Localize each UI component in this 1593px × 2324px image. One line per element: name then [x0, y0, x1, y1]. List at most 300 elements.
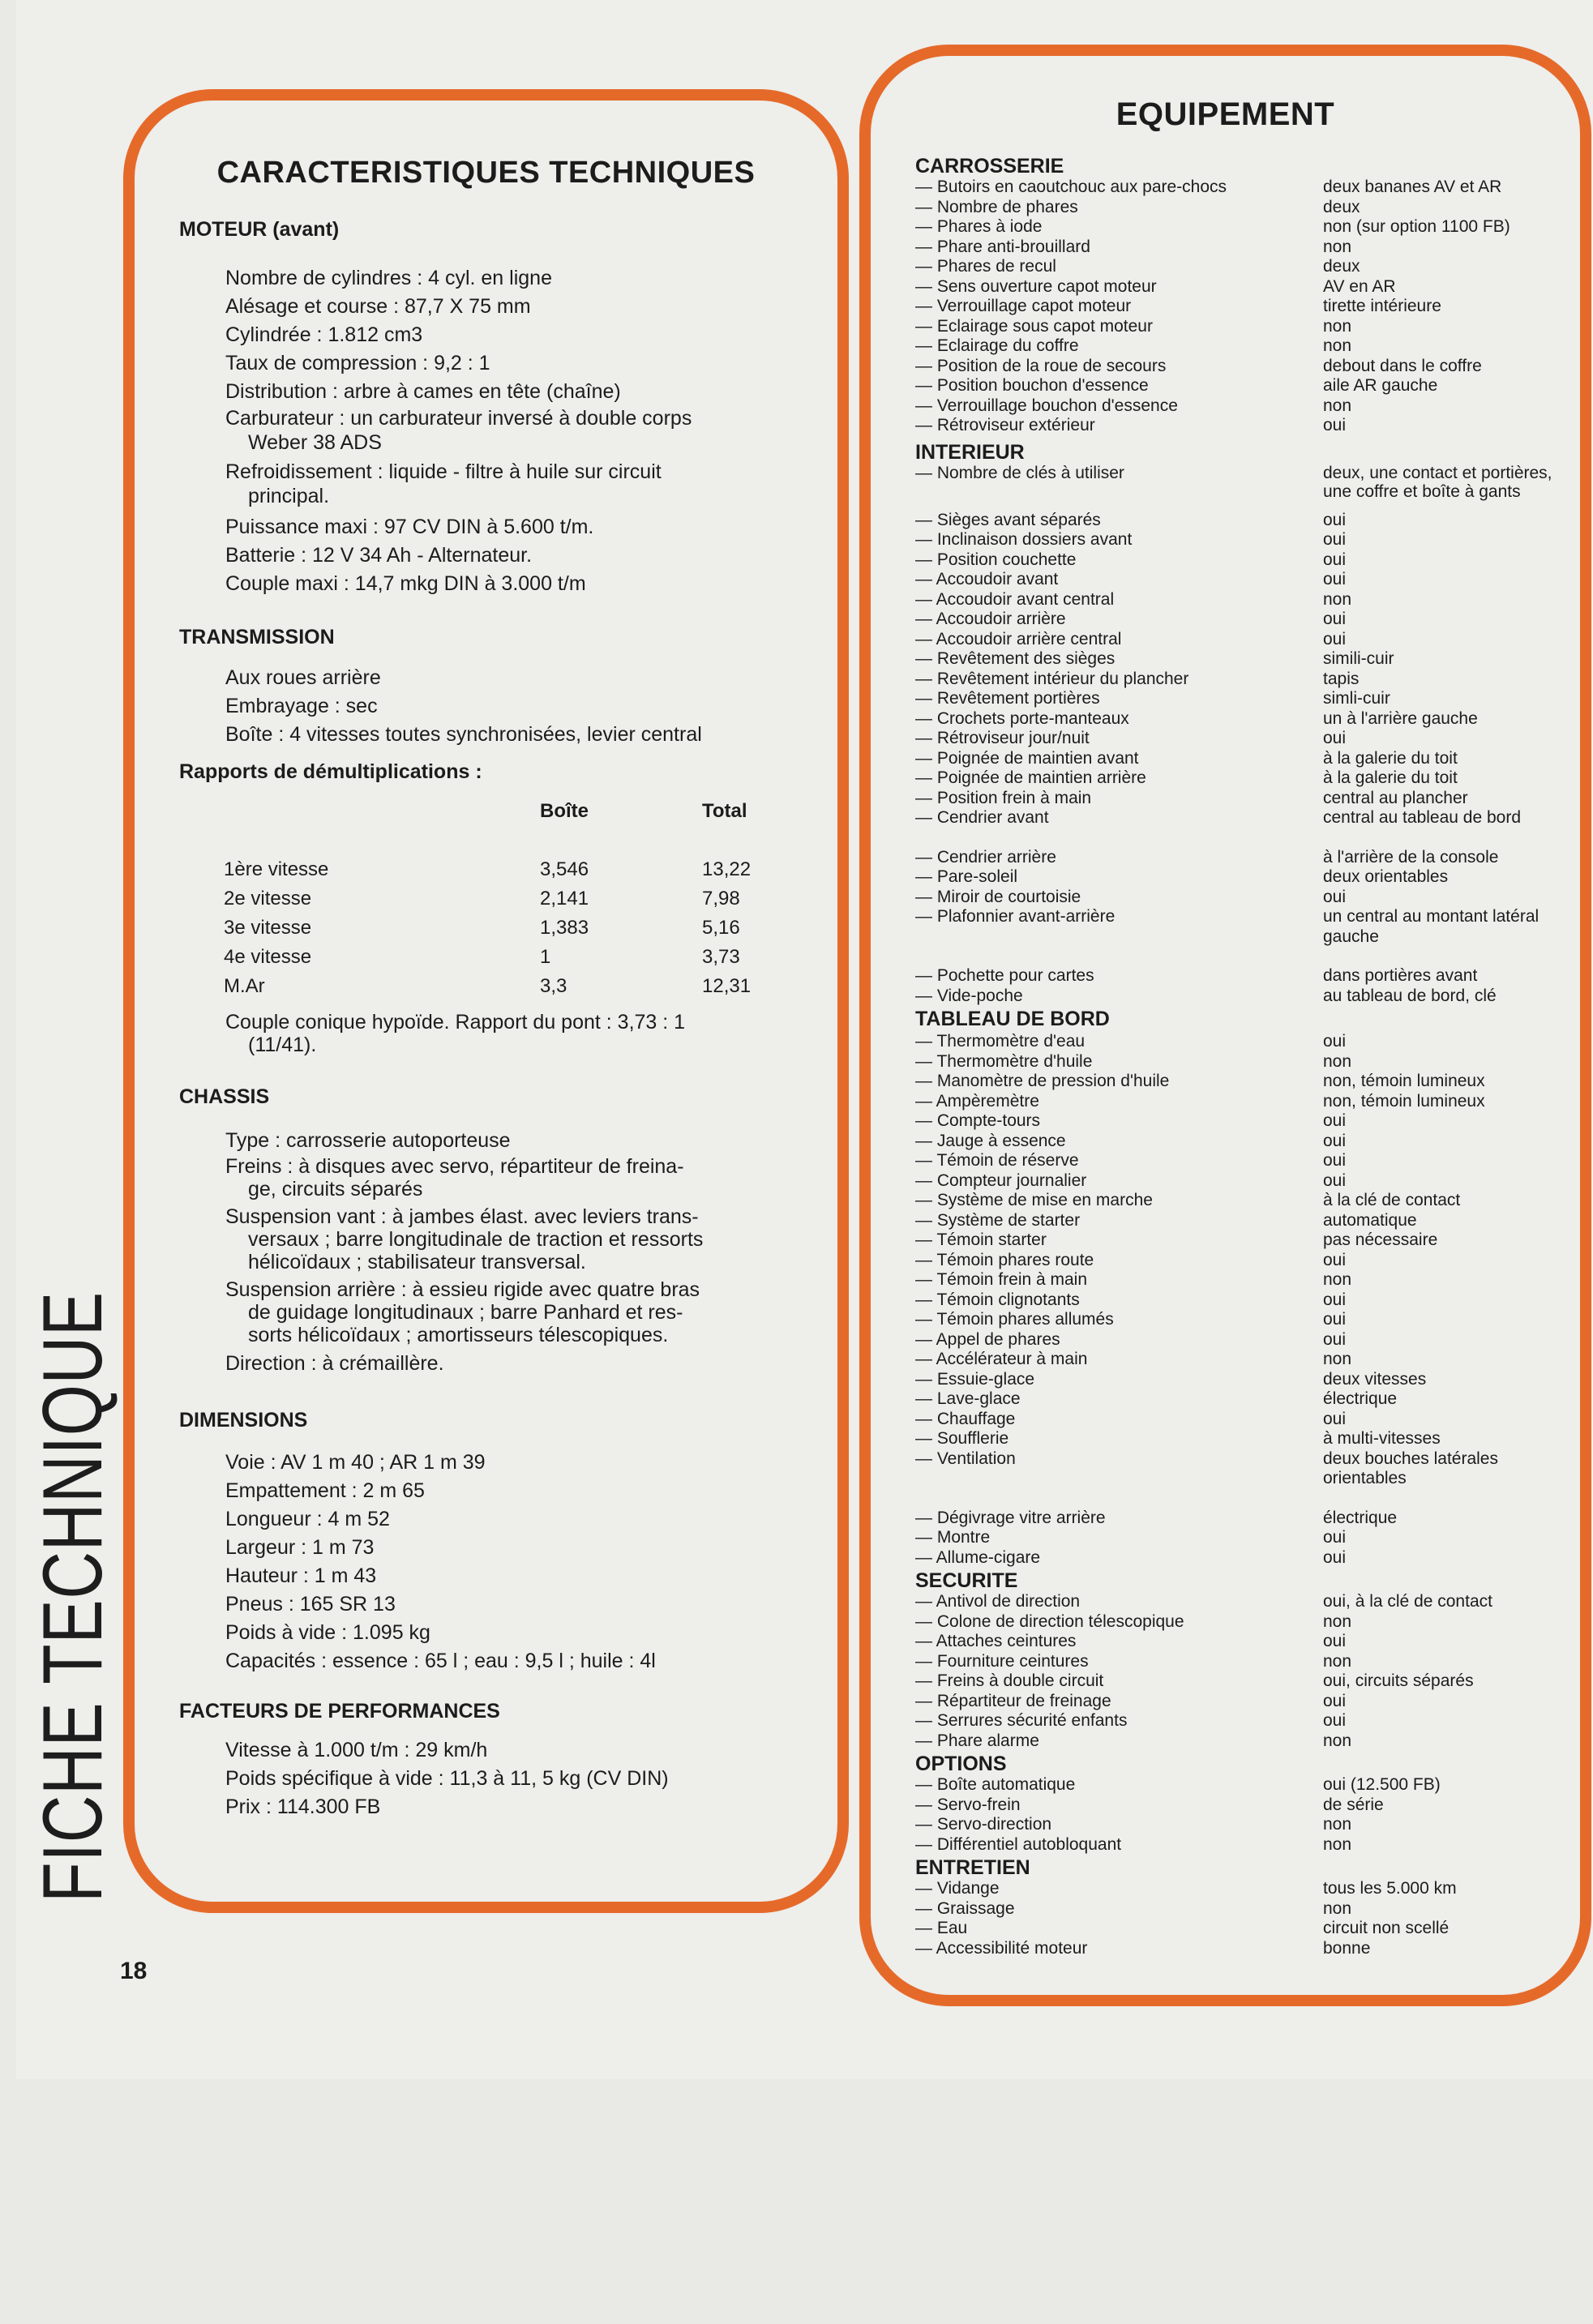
item-value: non (sur option 1100 FB) — [1323, 217, 1510, 236]
item-label: — Cendrier avant — [915, 808, 1049, 827]
spec-line: (11/41). — [248, 1034, 317, 1056]
side-title: FICHE TECHNIQUE — [26, 1291, 120, 1902]
item-value: deux — [1323, 197, 1360, 216]
item-value: non — [1323, 1270, 1352, 1289]
item-value: oui — [1323, 1547, 1347, 1567]
ratios-header-row — [224, 797, 791, 826]
list-item — [915, 808, 1556, 828]
item-label: — Essuie-glace — [915, 1369, 1035, 1389]
gear-label: 4e vitesse — [224, 946, 312, 968]
item-value: non — [1323, 1051, 1352, 1071]
list-item — [915, 1692, 1556, 1712]
list-item — [915, 1731, 1556, 1752]
item-value: debout dans le coffre — [1323, 356, 1482, 375]
item-value: deux, une contact et portières, une coffre et boîte à gants — [1323, 463, 1552, 501]
item-value: dans portières avant — [1323, 966, 1478, 985]
spec-line: Direction : à crémaillère. — [225, 1352, 444, 1375]
item-value: oui — [1323, 1250, 1347, 1269]
item-value: oui — [1323, 1310, 1347, 1329]
item-value: tous les 5.000 km — [1323, 1879, 1457, 1898]
securite-list — [915, 1592, 1556, 1751]
spec-line: Nombre de cylindres : 4 cyl. en ligne — [225, 267, 552, 289]
list-item — [915, 1052, 1556, 1072]
item-value: oui — [1323, 1409, 1347, 1428]
item-label: — Thermomètre d'huile — [915, 1051, 1093, 1071]
carrosserie-list — [915, 178, 1556, 436]
list-item — [915, 396, 1556, 417]
item-value: oui — [1323, 887, 1347, 906]
list-item — [915, 907, 1556, 947]
list-item — [915, 1429, 1556, 1449]
list-item — [915, 709, 1556, 730]
list-item — [915, 1310, 1556, 1330]
ratio-boite: 3,3 — [540, 975, 567, 997]
item-value: oui, à la clé de contact — [1323, 1592, 1492, 1611]
item-value: à la galerie du toit — [1323, 748, 1458, 768]
list-item — [915, 848, 1556, 868]
list-item — [915, 530, 1556, 550]
list-item — [915, 464, 1556, 501]
item-value: bonne — [1323, 1938, 1371, 1958]
spec-line: Empattement : 2 m 65 — [225, 1479, 425, 1502]
item-label: — Système de starter — [915, 1210, 1081, 1230]
list-item — [915, 1151, 1556, 1171]
item-value: oui — [1323, 416, 1347, 434]
col-total: Total — [702, 800, 747, 822]
list-item — [915, 630, 1556, 650]
spec-line: Distribution : arbre à cames en tête (chaîne) — [225, 380, 621, 403]
item-value: non, témoin lumineux — [1323, 1072, 1485, 1090]
list-item — [915, 317, 1556, 337]
spec-line: Pneus : 165 SR 13 — [225, 1593, 396, 1616]
spec-line: Refroidissement : liquide - filtre à huile sur circuit — [225, 460, 662, 483]
item-label: — Témoin phares allumés — [915, 1310, 1114, 1329]
item-value: simili-cuir — [1323, 649, 1394, 668]
item-label: — Compte-tours — [915, 1111, 1041, 1130]
item-value: non — [1323, 1611, 1352, 1631]
gear-label: 3e vitesse — [224, 917, 312, 939]
item-label: — Servo-frein — [915, 1795, 1021, 1814]
item-value: simli-cuir — [1323, 689, 1390, 708]
list-item — [915, 1350, 1556, 1370]
item-label: — Dégivrage vitre arrière — [915, 1508, 1106, 1527]
list-item — [915, 1795, 1556, 1816]
ratio-boite: 2,141 — [540, 888, 589, 909]
item-label: — Montre — [915, 1528, 991, 1547]
item-label: — Répartiteur de freinage — [915, 1691, 1111, 1710]
item-value: à la clé de contact — [1323, 1191, 1461, 1209]
list-item — [915, 1111, 1556, 1132]
spec-line: Puissance maxi : 97 CV DIN à 5.600 t/m. — [225, 516, 594, 538]
list-item — [915, 336, 1556, 357]
caracteristiques-panel — [123, 89, 849, 1913]
item-label: — Accoudoir arrière central — [915, 629, 1122, 648]
item-label: — Revêtement intérieur du plancher — [915, 669, 1189, 688]
panel-title: CARACTERISTIQUES TECHNIQUES — [216, 156, 756, 190]
spec-line: Capacités : essence : 65 l ; eau : 9,5 l ; huile : 4l — [225, 1650, 656, 1672]
item-label: — Graissage — [915, 1898, 1015, 1918]
item-label: — Phares à iode — [915, 217, 1043, 236]
item-value: oui — [1323, 629, 1347, 648]
spec-line: Embrayage : sec — [225, 695, 378, 717]
item-label: — Témoin de réserve — [915, 1151, 1079, 1170]
panel-title: EQUIPEMENT — [1116, 96, 1335, 132]
item-label: — Freins à double circuit — [915, 1671, 1104, 1690]
ratio-row — [224, 972, 791, 1001]
item-label: — Miroir de courtoisie — [915, 887, 1081, 906]
securite-heading: SECURITE — [915, 1569, 1018, 1592]
item-value: de série — [1323, 1795, 1384, 1814]
list-item — [915, 1032, 1556, 1052]
list-item — [915, 1290, 1556, 1311]
list-item — [915, 297, 1556, 317]
list-item — [915, 1072, 1556, 1092]
item-label: — Différentiel autobloquant — [915, 1834, 1122, 1854]
list-item — [915, 416, 1556, 436]
item-value: non — [1323, 237, 1352, 256]
item-label: — Revêtement des sièges — [915, 649, 1116, 668]
list-item — [915, 1092, 1556, 1112]
item-label: — Phare anti-brouillard — [915, 237, 1090, 256]
ratio-total: 13,22 — [702, 858, 752, 880]
item-label: — Eclairage du coffre — [915, 336, 1079, 355]
list-item — [915, 1548, 1556, 1569]
interieur-list-2 — [915, 848, 1556, 948]
ratio-total: 3,73 — [702, 946, 740, 968]
item-label: — Allume-cigare — [915, 1547, 1041, 1567]
list-item — [915, 178, 1556, 198]
chassis-heading: CHASSIS — [179, 1085, 270, 1108]
item-label: — Fourniture ceintures — [915, 1651, 1089, 1671]
item-label: — Plafonnier avant-arrière — [915, 907, 1116, 926]
list-item — [915, 1528, 1556, 1548]
item-label: — Eau — [915, 1919, 968, 1937]
item-label: — Lave-glace — [915, 1389, 1021, 1408]
item-value: pas nécessaire — [1323, 1230, 1438, 1249]
item-value: électrique — [1323, 1508, 1398, 1527]
item-value: deux — [1323, 257, 1360, 276]
item-label: — Sièges avant séparés — [915, 510, 1101, 529]
list-item — [915, 670, 1556, 690]
tableau-list — [915, 1032, 1556, 1489]
spec-line: Prix : 114.300 FB — [225, 1795, 381, 1818]
item-value: électrique — [1323, 1389, 1398, 1408]
list-item — [915, 1835, 1556, 1855]
item-label: — Antivol de direction — [915, 1592, 1081, 1611]
spec-line: Suspension vant : à jambes élast. avec leviers trans- — [225, 1205, 699, 1228]
list-item — [915, 867, 1556, 888]
item-label: — Accessibilité moteur — [915, 1938, 1088, 1958]
spec-line: Taux de compression : 9,2 : 1 — [225, 352, 490, 374]
list-item — [915, 789, 1556, 809]
item-label: — Appel de phares — [915, 1329, 1060, 1349]
item-value: oui — [1323, 510, 1347, 529]
item-value: oui (12.500 FB) — [1323, 1775, 1441, 1794]
item-value: un central au montant latéral gauche — [1323, 907, 1539, 946]
list-item — [915, 590, 1556, 610]
list-item — [915, 610, 1556, 630]
item-value: oui — [1323, 1691, 1347, 1710]
item-label: — Vidange — [915, 1879, 1000, 1898]
spec-line: Hauteur : 1 m 43 — [225, 1564, 377, 1587]
list-item — [915, 257, 1556, 277]
item-label: — Poignée de maintien avant — [915, 748, 1139, 768]
item-value: oui — [1323, 570, 1347, 588]
item-label: — Accoudoir avant central — [915, 589, 1115, 609]
spec-line: Batterie : 12 V 34 Ah - Alternateur. — [225, 544, 533, 567]
ratio-total: 5,16 — [702, 917, 740, 939]
spec-line: Aux roues arrière — [225, 666, 381, 689]
ratio-boite: 1,383 — [540, 917, 589, 939]
item-label: — Pare-soleil — [915, 867, 1018, 886]
list-item — [915, 570, 1556, 590]
item-label: — Colone de direction télescopique — [915, 1611, 1184, 1631]
item-label: — Eclairage sous capot moteur — [915, 316, 1153, 336]
ratio-row — [224, 943, 791, 972]
spec-line: Vitesse à 1.000 t/m : 29 km/h — [225, 1739, 488, 1761]
list-item — [915, 1652, 1556, 1672]
list-item — [915, 1612, 1556, 1633]
item-label: — Inclinaison dossiers avant — [915, 530, 1133, 549]
item-label: — Position couchette — [915, 550, 1077, 569]
item-value: non — [1323, 336, 1352, 355]
page-number: 18 — [120, 1958, 148, 1984]
item-label: — Position de la roue de secours — [915, 356, 1167, 375]
item-value: aile AR gauche — [1323, 376, 1438, 395]
list-item — [915, 238, 1556, 258]
list-item — [915, 1919, 1556, 1939]
item-value: non — [1323, 1651, 1352, 1671]
list-item — [915, 1815, 1556, 1835]
item-label: — Verrouillage bouchon d'essence — [915, 396, 1178, 415]
item-label: — Vide-poche — [915, 986, 1023, 1005]
item-value: au tableau de bord, clé — [1323, 986, 1497, 1005]
spec-line: Voie : AV 1 m 40 ; AR 1 m 39 — [225, 1451, 486, 1474]
list-item — [915, 1939, 1556, 1959]
item-label: — Poignée de maintien arrière — [915, 768, 1146, 787]
item-label: — Chauffage — [915, 1409, 1016, 1428]
list-item — [915, 1330, 1556, 1350]
spec-line: versaux ; barre longitudinale de traction et ressorts — [248, 1228, 704, 1251]
list-item — [915, 1410, 1556, 1430]
ratios-table — [224, 797, 791, 1001]
item-label: — Butoirs en caoutchouc aux pare-chocs — [915, 178, 1227, 196]
spec-line: Alésage et course : 87,7 X 75 mm — [225, 295, 531, 318]
item-label: — Revêtement portières — [915, 689, 1100, 708]
interieur-heading: INTERIEUR — [915, 440, 1025, 464]
list-item — [915, 1449, 1556, 1489]
gear-label: 2e vitesse — [224, 888, 312, 909]
list-item — [915, 1171, 1556, 1192]
item-value: automatique — [1323, 1210, 1417, 1230]
item-value: central au plancher — [1323, 788, 1468, 807]
list-item — [915, 689, 1556, 709]
item-value: central au tableau de bord — [1323, 808, 1522, 827]
transmission-heading: TRANSMISSION — [179, 626, 335, 648]
item-value: à l'arrière de la console — [1323, 847, 1499, 867]
spec-line: Freins : à disques avec servo, répartiteur de freina- — [225, 1155, 684, 1178]
spec-line: hélicoïdaux ; stabilisateur transversal. — [248, 1251, 586, 1273]
item-label: — Position bouchon d'essence — [915, 376, 1149, 395]
item-value: circuit non scellé — [1323, 1919, 1450, 1937]
list-item — [915, 198, 1556, 218]
item-label: — Servo-direction — [915, 1815, 1052, 1834]
item-value: non — [1323, 316, 1352, 336]
item-label: — Manomètre de pression d'huile — [915, 1072, 1170, 1090]
item-value: non, témoin lumineux — [1323, 1091, 1485, 1111]
ratio-total: 12,31 — [702, 975, 752, 997]
item-label: — Attaches ceintures — [915, 1632, 1077, 1650]
list-item — [915, 550, 1556, 571]
item-label: — Boîte automatique — [915, 1775, 1076, 1794]
list-item — [915, 1370, 1556, 1390]
list-item — [915, 217, 1556, 238]
col-boite: Boîte — [540, 800, 589, 822]
item-label: — Ampèremètre — [915, 1091, 1039, 1111]
item-label: — Témoin frein à main — [915, 1270, 1088, 1289]
item-value: non — [1323, 396, 1352, 415]
item-value: oui — [1323, 1171, 1347, 1190]
item-label: — Ventilation — [915, 1449, 1016, 1468]
spec-line: Type : carrosserie autoporteuse — [225, 1129, 511, 1152]
item-value: oui — [1323, 1632, 1347, 1650]
spec-line: principal. — [248, 485, 330, 507]
ratio-total: 7,98 — [702, 888, 740, 909]
list-item — [915, 768, 1556, 789]
spec-line: ge, circuits séparés — [248, 1178, 423, 1201]
gear-label: M.Ar — [224, 975, 265, 997]
list-item — [915, 1671, 1556, 1692]
item-label: — Verrouillage capot moteur — [915, 297, 1132, 315]
item-value: tirette intérieure — [1323, 297, 1441, 315]
item-label: — Cendrier arrière — [915, 847, 1056, 867]
item-value: oui — [1323, 1711, 1347, 1730]
gear-label: 1ère vitesse — [224, 858, 329, 880]
item-value: un à l'arrière gauche — [1323, 708, 1478, 728]
options-heading: OPTIONS — [915, 1753, 1007, 1775]
item-value: oui — [1323, 610, 1347, 628]
equipement-panel — [859, 45, 1591, 2006]
item-label: — Témoin starter — [915, 1230, 1047, 1249]
item-value: deux bouches latérales orientables — [1323, 1449, 1498, 1487]
magazine-page — [16, 0, 1593, 2079]
list-item — [915, 749, 1556, 769]
ratio-row — [224, 855, 791, 884]
tableau-list-2 — [915, 1509, 1556, 1569]
tableau-heading: TABLEAU DE BORD — [915, 1008, 1110, 1030]
item-label: — Soufflerie — [915, 1429, 1009, 1448]
list-item — [915, 1775, 1556, 1795]
carrosserie-heading: CARROSSERIE — [915, 155, 1064, 178]
item-label: — Système de mise en marche — [915, 1191, 1153, 1209]
item-label: — Accoudoir arrière — [915, 610, 1066, 628]
spec-line: Suspension arrière : à essieu rigide avec quatre bras — [225, 1278, 700, 1301]
item-label: — Rétroviseur extérieur — [915, 416, 1095, 434]
equipement-content — [915, 153, 1556, 1958]
item-label: — Position frein à main — [915, 788, 1092, 807]
moteur-heading: MOTEUR (avant) — [179, 218, 340, 241]
ratio-row — [224, 884, 791, 914]
item-label: — Compteur journalier — [915, 1171, 1087, 1190]
list-item — [915, 888, 1556, 908]
item-value: oui — [1323, 1111, 1347, 1130]
spec-line: Cylindrée : 1.812 cm3 — [225, 323, 423, 346]
ratio-boite: 3,546 — [540, 858, 589, 880]
list-item — [915, 1132, 1556, 1152]
list-item — [915, 376, 1556, 396]
item-label: — Crochets porte-manteaux — [915, 708, 1129, 728]
item-value: oui — [1323, 1131, 1347, 1150]
list-item — [915, 1711, 1556, 1731]
list-item — [915, 1230, 1556, 1251]
spec-line: Couple conique hypoïde. Rapport du pont : 3,73 : 1 — [225, 1011, 686, 1034]
item-value: non — [1323, 1834, 1352, 1854]
list-item — [915, 987, 1556, 1007]
ratio-row — [224, 914, 791, 943]
list-item — [915, 649, 1556, 670]
item-value: oui — [1323, 1151, 1347, 1170]
item-value: non — [1323, 589, 1352, 609]
item-value: oui — [1323, 550, 1347, 569]
item-value: oui, circuits séparés — [1323, 1671, 1474, 1690]
item-label: — Nombre de phares — [915, 197, 1078, 216]
item-value: deux vitesses — [1323, 1369, 1427, 1389]
interieur-list — [915, 511, 1556, 828]
options-list — [915, 1775, 1556, 1855]
item-value: non — [1323, 1350, 1352, 1368]
list-item — [915, 1509, 1556, 1529]
spec-line: de guidage longitudinaux ; barre Panhard et res- — [248, 1301, 683, 1324]
item-value: oui — [1323, 1032, 1347, 1051]
item-label: — Phare alarme — [915, 1731, 1039, 1750]
list-item — [915, 1899, 1556, 1920]
item-value: à multi-vitesses — [1323, 1429, 1441, 1448]
item-label: — Nombre de clés à utiliser — [915, 463, 1124, 482]
list-item — [915, 277, 1556, 297]
spec-line: Weber 38 ADS — [248, 431, 382, 454]
spec-line: Carburateur : un carburateur inversé à double corps — [225, 407, 692, 430]
spec-line: Couple maxi : 14,7 mkg DIN à 3.000 t/m — [225, 572, 586, 595]
item-value: oui — [1323, 729, 1347, 747]
item-label: — Sens ouverture capot moteur — [915, 276, 1157, 296]
list-item — [915, 1879, 1556, 1899]
spec-line: Poids à vide : 1.095 kg — [225, 1621, 430, 1644]
spec-line: sorts hélicoïdaux ; amortisseurs télescopiques. — [248, 1324, 669, 1346]
spec-line: Largeur : 1 m 73 — [225, 1536, 375, 1559]
item-label: — Serrures sécurité enfants — [915, 1711, 1128, 1730]
item-value: oui — [1323, 1528, 1347, 1547]
item-label: — Témoin phares route — [915, 1250, 1094, 1269]
item-label: — Témoin clignotants — [915, 1290, 1080, 1309]
item-label: — Pochette pour cartes — [915, 966, 1094, 985]
ratios-heading: Rapports de démultiplications : — [179, 760, 482, 783]
entretien-list — [915, 1879, 1556, 1958]
spec-line: Boîte : 4 vitesses toutes synchronisées, levier central — [225, 723, 702, 746]
entretien-heading: ENTRETIEN — [915, 1856, 1030, 1879]
item-value: non — [1323, 1815, 1352, 1834]
item-value: à la galerie du toit — [1323, 768, 1458, 787]
item-value: non — [1323, 1731, 1352, 1750]
list-item — [915, 1211, 1556, 1231]
item-value: non — [1323, 1898, 1352, 1918]
list-item — [915, 1251, 1556, 1271]
list-item — [915, 1270, 1556, 1290]
item-value: tapis — [1323, 669, 1360, 688]
item-label: — Accélérateur à main — [915, 1350, 1088, 1368]
performances-heading: FACTEURS DE PERFORMANCES — [179, 1700, 500, 1723]
list-item — [915, 1592, 1556, 1612]
spec-line: Longueur : 4 m 52 — [225, 1508, 390, 1530]
